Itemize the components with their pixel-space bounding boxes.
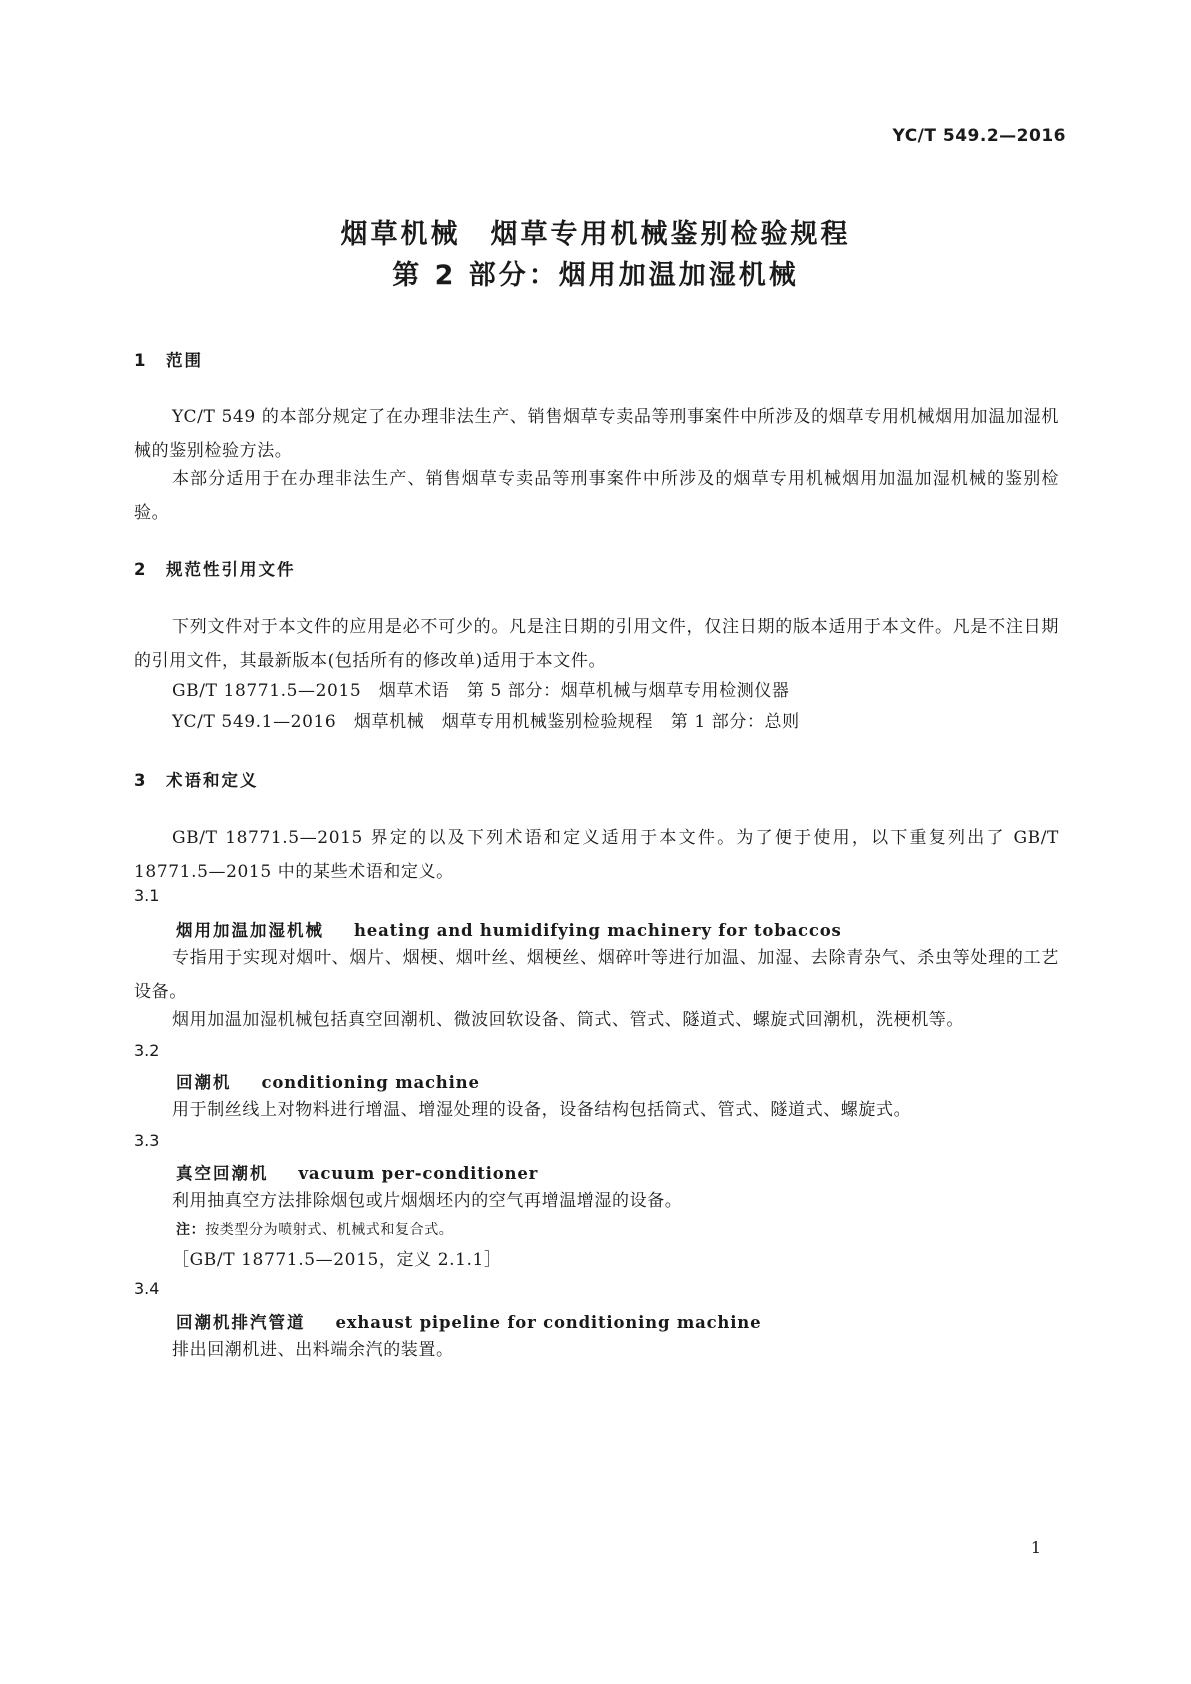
term-english: exhaust pipeline for conditioning machine <box>335 1313 762 1332</box>
section-number: 2 <box>134 560 148 579</box>
term-chinese: 回潮机 <box>176 1073 232 1092</box>
note-text: 按类型分为喷射式、机械式和复合式。 <box>205 1222 454 1238</box>
section-title: 范围 <box>166 351 203 370</box>
section-number: 3 <box>134 771 148 790</box>
title-line-2: 第 2 部分：烟用加温加湿机械 <box>392 260 799 291</box>
section-3-paragraph-1: GB/T 18771.5—2015 界定的以及下列术语和定义适用于本文件。为了便于使用，以下重复列出了 GB/T 18771.5—2015 中的某些术语和定义。 <box>134 828 1059 882</box>
term-number: 3.2 <box>134 1041 160 1060</box>
section-3-heading <box>134 767 259 791</box>
term-english: vacuum per-conditioner <box>298 1164 539 1183</box>
term-heading <box>176 1069 480 1093</box>
section-title: 规范性引用文件 <box>166 560 296 579</box>
term-definition: 专指用于实现对烟叶、烟片、烟梗、烟叶丝、烟梗丝、烟碎叶等进行加温、加湿、去除青杂气、杀虫等处理的工艺设备。 <box>134 948 1059 1002</box>
term-definition: 用于制丝线上对物料进行增温、增湿处理的设备，设备结构包括筒式、管式、隧道式、螺旋式。 <box>172 1100 912 1120</box>
section-1-paragraph-2: 本部分适用于在办理非法生产、销售烟草专卖品等刑事案件中所涉及的烟草专用机械烟用加温加湿机械的鉴别检验。 <box>134 469 1059 523</box>
note-label: 注： <box>176 1222 206 1238</box>
term-source: ［GB/T 18771.5—2015，定义 2.1.1］ <box>172 1250 502 1270</box>
section-1-heading <box>134 347 203 371</box>
term-definition: 利用抽真空方法排除烟包或片烟烟坯内的空气再增温增湿的设备。 <box>172 1191 683 1211</box>
term-heading <box>176 917 842 941</box>
term-english: conditioning machine <box>261 1073 480 1092</box>
section-1-paragraph-1: YC/T 549 的本部分规定了在办理非法生产、销售烟草专卖品等刑事案件中所涉及的烟草专用机械烟用加温加湿机械的鉴别检验方法。 <box>134 407 1059 461</box>
section-title: 术语和定义 <box>166 771 259 790</box>
term-number: 3.3 <box>134 1131 160 1150</box>
term-number: 3.1 <box>134 886 160 905</box>
term-chinese: 烟用加温加湿机械 <box>176 921 324 940</box>
term-heading <box>176 1160 538 1184</box>
term-heading <box>176 1309 761 1333</box>
section-number: 1 <box>134 351 148 370</box>
page-number: 1 <box>1030 1538 1041 1557</box>
term-english: heating and humidifying machinery for tobaccos <box>354 921 842 940</box>
normative-reference-2: YC/T 549.1—2016 烟草机械 烟草专用机械鉴别检验规程 第 1 部分：总则 <box>172 712 800 732</box>
normative-reference-1: GB/T 18771.5—2015 烟草术语 第 5 部分：烟草机械与烟草专用检测仪器 <box>172 681 790 701</box>
term-number: 3.4 <box>134 1279 160 1298</box>
standard-code: YC/T 549.2—2016 <box>892 126 1066 146</box>
section-2-heading <box>134 556 296 580</box>
section-2-paragraph-1: 下列文件对于本文件的应用是必不可少的。凡是注日期的引用文件，仅注日期的版本适用于本文件。凡是不注日期的引用文件，其最新版本(包括所有的修改单)适用于本文件。 <box>134 617 1059 671</box>
term-definition: 排出回潮机进、出料端余汽的装置。 <box>172 1340 454 1360</box>
title-line-1: 烟草机械 烟草专用机械鉴别检验规程 <box>340 219 851 250</box>
term-note <box>176 1219 453 1239</box>
term-chinese: 回潮机排汽管道 <box>176 1313 306 1332</box>
term-chinese: 真空回潮机 <box>176 1164 269 1183</box>
term-definition-extra: 烟用加温加湿机械包括真空回潮机、微波回软设备、筒式、管式、隧道式、螺旋式回潮机，洗梗机等。 <box>172 1010 964 1030</box>
